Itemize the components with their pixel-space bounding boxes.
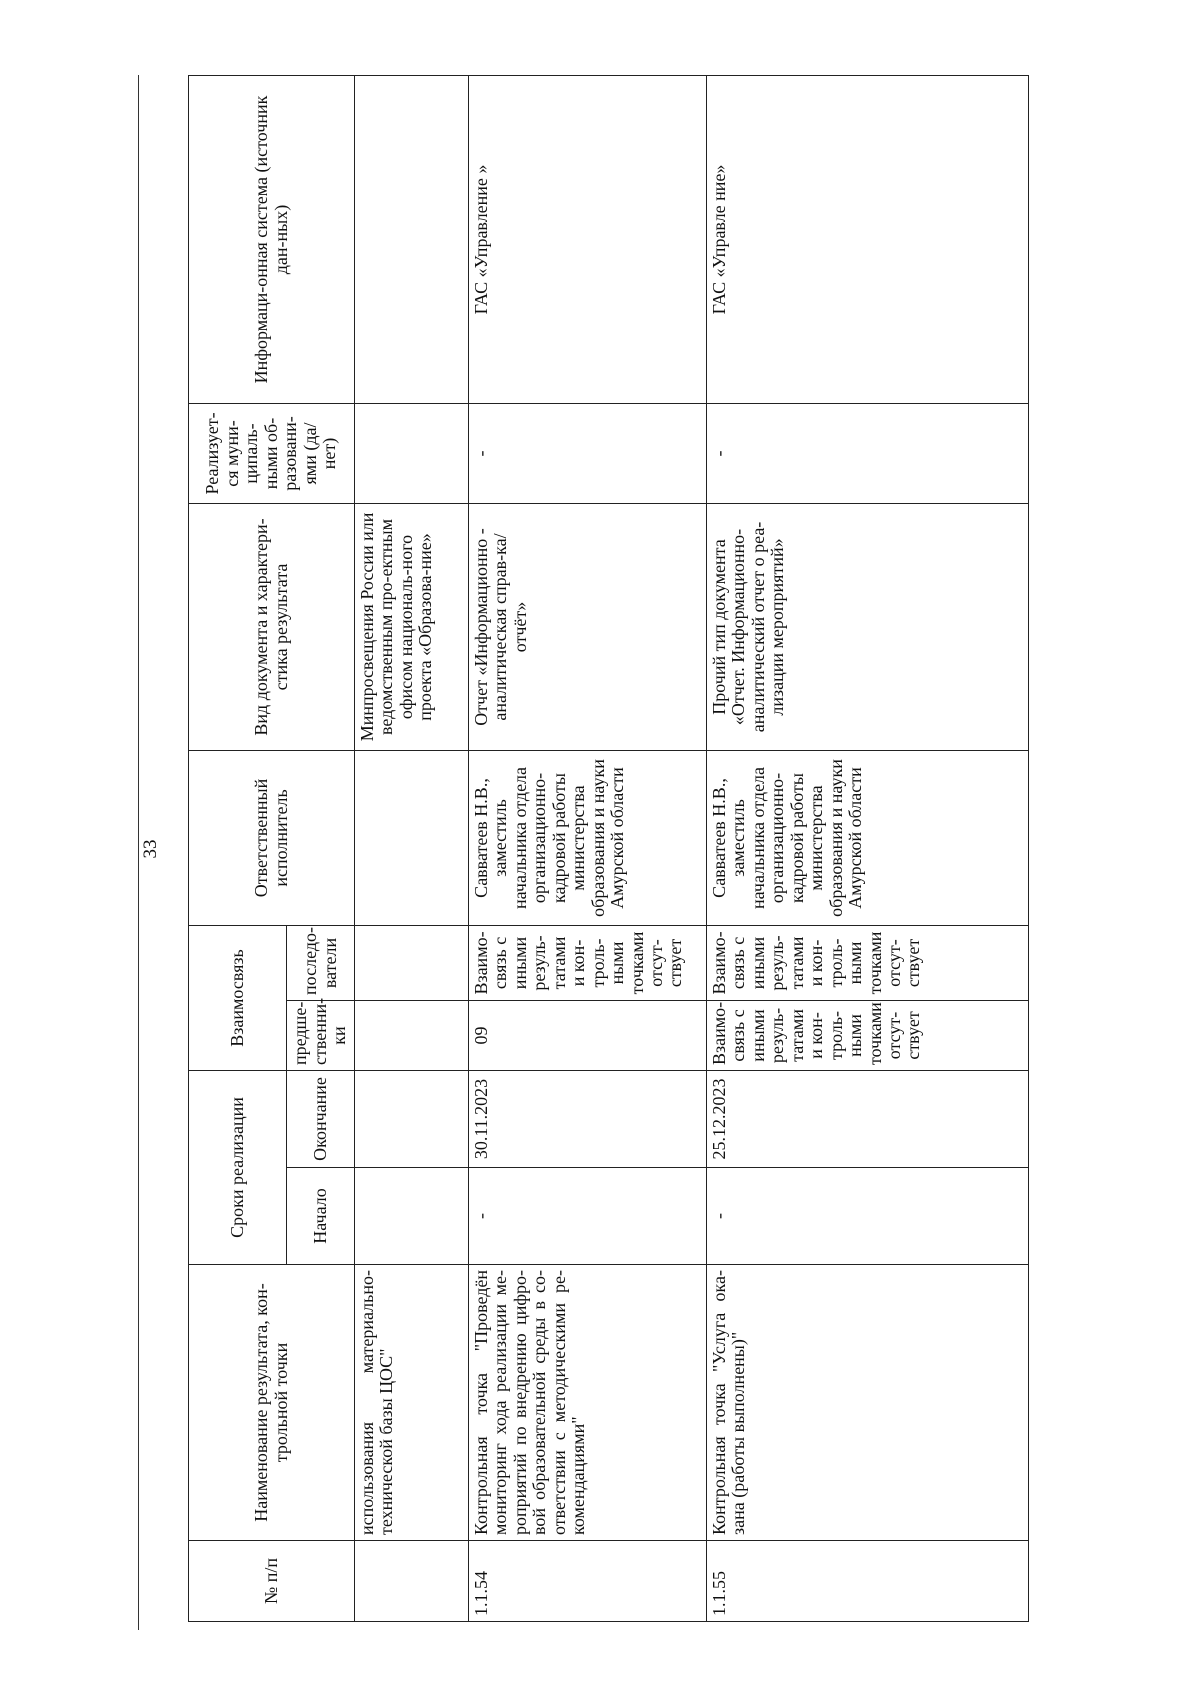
cell-pred — [355, 1000, 469, 1070]
cell-resp: Савватеев Н.В., заместиль начальника отдела организационно-кадровой работы министерства образования и науки Амурской области — [707, 750, 1029, 925]
header-link: Взаимосвязь — [189, 925, 287, 1070]
cell-start: - — [707, 1168, 1029, 1265]
cell-name: Контрольная точка "Услуга ока-зана (работы выполнены)" — [707, 1265, 1029, 1541]
header-doc: Вид документа и характери-стика результата — [189, 503, 355, 750]
cell-end — [355, 1070, 469, 1167]
cell-doc: Минпросвещения России или ведомственным про-ектным офисом националь-ного проекта «Образова-ние» — [355, 503, 469, 750]
cell-mun — [355, 403, 469, 503]
header-pred: предше-ственни-ки — [287, 1000, 355, 1070]
rotated-page — [140, 76, 1028, 1622]
cell-end: 25.12.2023 — [707, 1070, 1029, 1167]
cell-start: - — [469, 1168, 707, 1265]
header-start: Начало — [287, 1168, 355, 1265]
cell-doc: Отчет «Информационно - аналитическая справ-ка/отчёт» — [469, 503, 707, 750]
page-number: 33 — [140, 839, 161, 859]
cell-doc: Прочий тип документа «Отчет. Информационно-аналитический отчет о реа-лизации мероприятий» — [707, 503, 1029, 750]
cell-resp — [355, 750, 469, 925]
cell-mun: - — [469, 403, 707, 503]
table-row — [355, 75, 469, 1621]
cell-num: 1.1.54 — [469, 1541, 707, 1622]
cell-succ: Взаимо-связь с иными резуль-татами и кон-троль-ными точками отсут-ствует — [469, 925, 707, 1000]
header-succ: последо-ватели — [287, 925, 355, 1000]
cell-end: 30.11.2023 — [469, 1070, 707, 1167]
cell-info: ГАС «Управле ние» — [707, 75, 1029, 403]
header-name: Наименование результата, кон-трольной точки — [189, 1265, 355, 1541]
header-end: Окончание — [287, 1070, 355, 1167]
cell-num — [355, 1541, 469, 1622]
results-table — [188, 75, 1029, 1622]
cell-num: 1.1.55 — [707, 1541, 1029, 1622]
cell-start — [355, 1168, 469, 1265]
header-info: Информаци-онная система (источник дан-ных) — [189, 75, 355, 403]
cell-name: Контрольная точка "Проведён мониторинг хода реализации ме-роприятий по внедрению цифро-вой образовательной среды в со-ответствии с методическими ре-комендациями" — [469, 1265, 707, 1541]
header-mun: Реализует-ся муни-ципаль-ными об-разовани-ями (да/нет) — [189, 403, 355, 503]
cell-name: использования материально-технической базы ЦОС" — [355, 1265, 469, 1541]
cell-succ: Взаимо-связь с иными резуль-татами и кон-троль-ными точками отсут-ствует — [707, 925, 1029, 1000]
table-row — [707, 75, 1029, 1621]
cell-info — [355, 75, 469, 403]
cell-info: ГАС «Управление » — [469, 75, 707, 403]
cell-mun: - — [707, 403, 1029, 503]
header-num: № п/п — [189, 1541, 355, 1622]
cell-pred: 09 — [469, 1000, 707, 1070]
header-terms: Сроки реализации — [189, 1070, 287, 1264]
table-row — [469, 75, 707, 1621]
cell-resp: Савватеев Н.В., заместиль начальника отдела организационно-кадровой работы министерства образования и науки Амурской области — [469, 750, 707, 925]
margin-line — [138, 75, 139, 1630]
cell-succ — [355, 925, 469, 1000]
cell-pred: Взаимо-связь с иными резуль-татами и кон-троль-ными точками отсут-ствует — [707, 1000, 1029, 1070]
header-resp: Ответственный исполнитель — [189, 750, 355, 925]
